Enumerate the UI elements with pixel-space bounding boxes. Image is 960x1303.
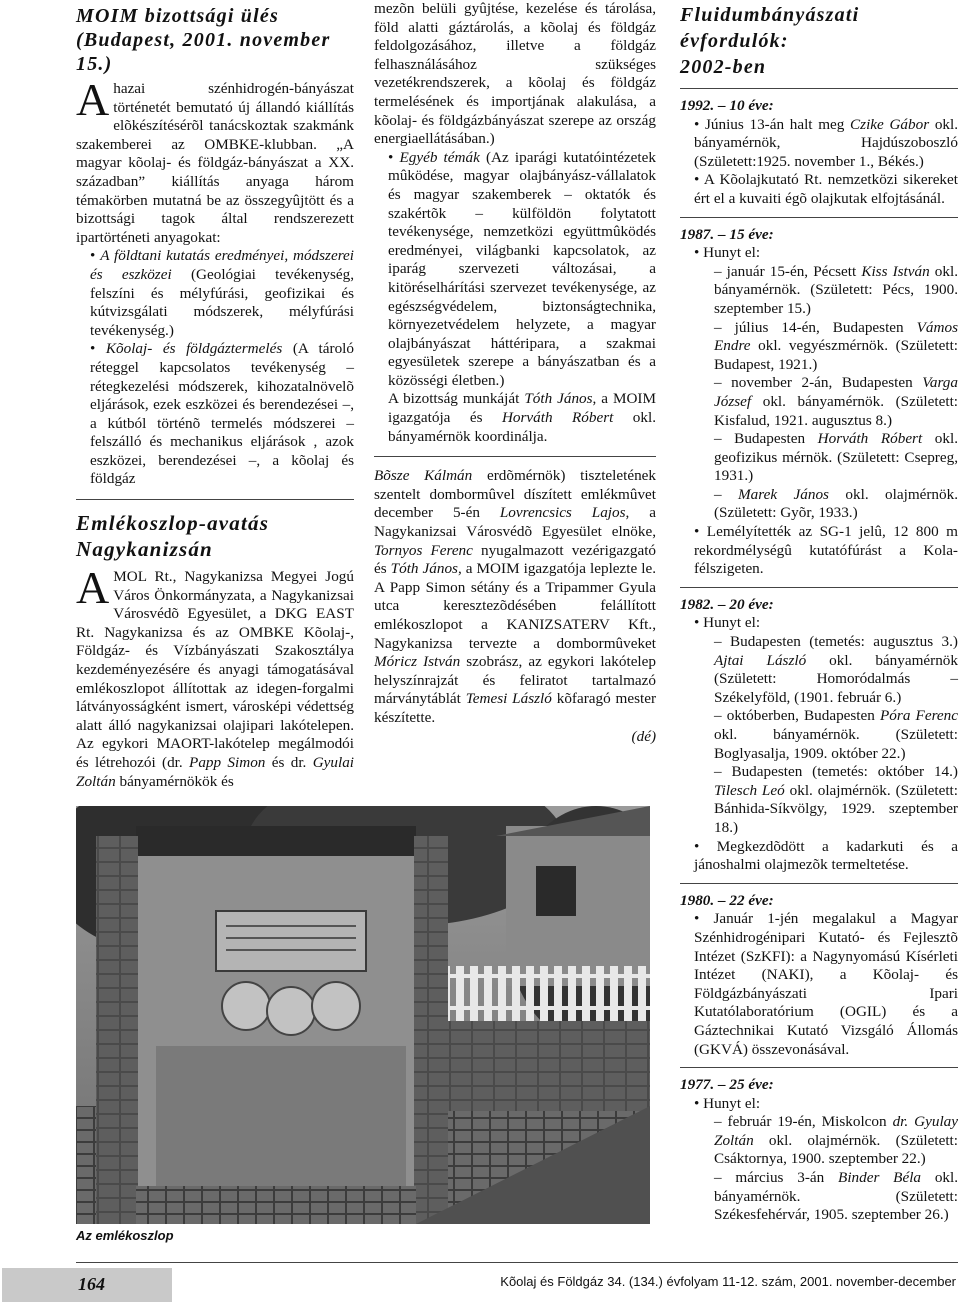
- bullet-item: • A földtani kutatás eredményei, módszerei és eszközei (Geológiai tevékenység, felszíni és mélyfúrási, geofizikai és kútvizsgálati módszerek, mélyfúrási tevékenység.): [90, 247, 355, 339]
- title-line: MOIM bizottsági ülés: [76, 5, 279, 27]
- page-number: 164: [78, 1274, 105, 1294]
- paragraph: mezõn belüli gyûjtése, kezelése és tárolása, föld alatti gáztárolás, a kõolaj és földgáz feldolgozásához, illetve a földgáz felhasználásához szükséges vezetékrendszerek, a kõolaj és földgáz termelésének és importjának alakulása, a kõolaj- és földgázbányászat szerepe az ország energiaellátásában.): [374, 0, 656, 148]
- divider: [680, 1067, 958, 1068]
- divider: [680, 587, 958, 588]
- list-item: – Budapesten (temetés: augusztus 3.) Ajtai László okl. bányamérnök (Született: Homoródalmás – Székelyföld, (1901. február 6.): [714, 633, 958, 706]
- bullet-item: • Megkezdõdött a kadarkuti és a jánoshalmi olajmezõk termeltetése.: [694, 837, 958, 874]
- list-item: – Marek János okl. olajmérnök. (Született: Gyõr, 1933.): [714, 485, 959, 522]
- footer-divider: [76, 1262, 958, 1263]
- year-heading: 1992. – 10 éve:: [680, 97, 774, 114]
- year-heading: 1982. – 20 éve:: [680, 595, 774, 613]
- drop-cap: A: [76, 562, 110, 614]
- bullet-item: • A Kõolajkutató Rt. nemzetközi sikereket ért el a kuvaiti égõ olajkutak elfojtásánál.: [694, 171, 958, 207]
- bullet-item: • Hunyt el:: [694, 614, 761, 632]
- list-item: – július 14-én, Budapesten Vámos Endre okl. vegyészmérnök. (Született: Budapest, 1921.): [714, 318, 959, 373]
- list-item: – Budapesten (temetés: október 14.) Tilesch Leó okl. olajmérnök. (Született: Bánhida-Síkvölgy, 1929. szeptember 18.): [714, 763, 959, 836]
- author-signature: (dé): [631, 727, 656, 745]
- paragraph: A bizottság munkáját Tóth János, a MOIM igazgatója és Horváth Róbert okl. bányamérnök koordinálja.: [388, 390, 656, 445]
- divider: [374, 456, 656, 457]
- journal-reference: Kõolaj és Földgáz 34. (134.) évfolyam 11-12. szám, 2001. november-december: [500, 1274, 956, 1289]
- paragraph: Bõsze Kálmán erdõmérnök) tiszteletének szentelt dombormûvel díszített emlékmûvet december 5-én Lovrencsics Lajos, a Nagykanizsai Városvédõ Egyesület elnöke, Tornyos Ferenc nyugalmazott vezérigazgató és Tóth János, a MOIM igazgatója leplezte le. A Papp Simon sétány és a Tripammer Gyula utca keresztezõdésében felállított emlékoszlopot a KANIZSATERV Kft., Nagykanizsa tervezte a dombormûveket Móricz István szobrász, az egykori lakótelep helyszínrajzát és feliratot tartalmazó márványtáblát Temesi László kõfaragó mester készítette.: [374, 467, 657, 726]
- bullet-item: • Hunyt el:: [694, 1094, 761, 1112]
- paragraph: Ahazai szénhidrogén-bányászat történetét bemutató új állandó kiállítás elõkészítésérõl tanácskoztak szakmánk szakemberei az OMBKE-klubban. „A magyar kõolaj- és földgáz-bányászat a XX. században” kiállítás anyaga három témakörben mutatná be az összegyûjtött és a bizottsági tagok által rendszerezett ipartörténeti anyagokat:: [76, 74, 354, 246]
- list-item: – októberben, Budapesten Póra Ferenc okl. bányamérnök. (Született: Boglyasalja, 1909. október 22.): [714, 707, 958, 762]
- paragraph: AMOL Rt., Nagykanizsa Megyei Jogú Város Önkormányzata, a Nagykanizsai Városvédõ Egyesület, a DKG EAST Rt. Nagykanizsa és az OMBKE Kõolaj-, Földgáz- és Vízbányászati Szakosztálya kezdeményezésére és anyagi támogatásával emlékoszlopot állítottak az idegen-forgalmi látványosságként ismert, városképi védettség alatt álló nagykanizsai olajipari lakótelepen. Az egykori MAORT-lakótelep megálmodói és létrehozói (dr. Papp Simon és dr. Gyulai Zoltán bányamérnökök és: [76, 562, 355, 790]
- monument-photo-image: [76, 806, 650, 1224]
- photo-caption: Az emlékoszlop: [76, 1228, 174, 1243]
- bullet-item: • Június 13-án halt meg Czike Gábor okl. bányamérnök, Hajdúszoboszló (Született:1925. november 1., Békés.): [694, 115, 959, 170]
- bullet-item: • Lemélyítették az SG-1 jelû, 12 800 m rekordmélységû kutatófúrást a Kola-félszigeten.: [694, 523, 958, 578]
- monument-photo: [76, 806, 650, 1224]
- bullet-item: • Hunyt el:: [694, 244, 761, 262]
- divider: [680, 88, 958, 89]
- year-heading: 1987. – 15 éve:: [680, 225, 774, 243]
- drop-cap: A: [76, 74, 110, 125]
- bullet-item: • Egyéb témák (Az iparági kutatóintézetek mûködése, magyar olajbányász-vállalatok és magyar szakemberek – oktatók és szakértõk – külföldön folytatott tevékenysége, nemzetközi együttmûködés eredményei, világbanki kapcsolatok, az iparág szervezeti változásai, a kitöréselhárítási szervezet tevékenysége, az egészségvédelem, biztonságtechnika, környezetvédelem helyzete, a magyar olajbányászat háttéripara, a szakmai egyesületek szerepe a bányászatban és a közösségi életben.): [388, 148, 656, 389]
- article-title-emlekoszlop: Emlékoszlop-avatás Nagykanizsán: [76, 511, 270, 562]
- divider: [680, 883, 958, 884]
- list-item: – Budapesten Horváth Róbert okl. geofizikus mérnök. (Született: Csepreg, 1931.): [714, 430, 958, 485]
- title-line: (Budapest, 2001. november 15.): [76, 29, 331, 75]
- column-middle: [374, 0, 656, 746]
- list-item: – március 3-án Binder Béla okl. bányamérnök. (Született: Székesfehérvár, 1905. szeptember 26.): [714, 1169, 959, 1224]
- page-number-box: [2, 1268, 172, 1302]
- year-heading: 1980. – 22 éve:: [680, 891, 774, 909]
- section-title-anniversaries: Fluidumbányászati évfordulók: 2002-ben: [680, 4, 860, 78]
- bullet-item: • Kõolaj- és földgáztermelés (A tároló réteggel kapcsolatos tevékenység – rétegkezelési módszerek, kihozatalnövelõ eljárások, ezek eszközei és berendezései –, a kútból történõ termelés módszerei – felszálló és mechanikus eljárások , azok eszközei, berendezései –, a kõolaj és földgáz: [90, 340, 354, 488]
- list-item: – november 2-án, Budapesten Varga József okl. bányamérnök. (Született: Kisfalud, 1921. augusztus 8.): [714, 374, 959, 429]
- column-left: [76, 0, 354, 791]
- article-title-moim: [76, 4, 354, 76]
- bullet-item: • Január 1-jén megalakul a Magyar Szénhidrogénipari Kutató- és Fejlesztõ Intézet (SzKFI): a Nagynyomású Kísérleti Intézet (NAKI), a Kõolaj- és Földgázbányászati Ipari Kutatólaboratórium (OGIL) és a Gáztechnikai Kutató Vizsgáló Állomás (GKVÁ) összevonásával.: [694, 910, 958, 1058]
- list-item: – január 15-én, Pécsett Kiss István okl. bányamérnök. (Született: Pécs, 1900. szeptember 15.): [714, 262, 959, 317]
- divider: [680, 217, 958, 218]
- year-heading: 1977. – 25 éve:: [680, 1076, 774, 1094]
- divider: [76, 499, 354, 500]
- column-right: [680, 0, 958, 1225]
- list-item: – február 19-én, Miskolcon dr. Gyulay Zoltán okl. olajmérnök. (Született: Csáktornya, 1900. szeptember 22.): [714, 1113, 958, 1168]
